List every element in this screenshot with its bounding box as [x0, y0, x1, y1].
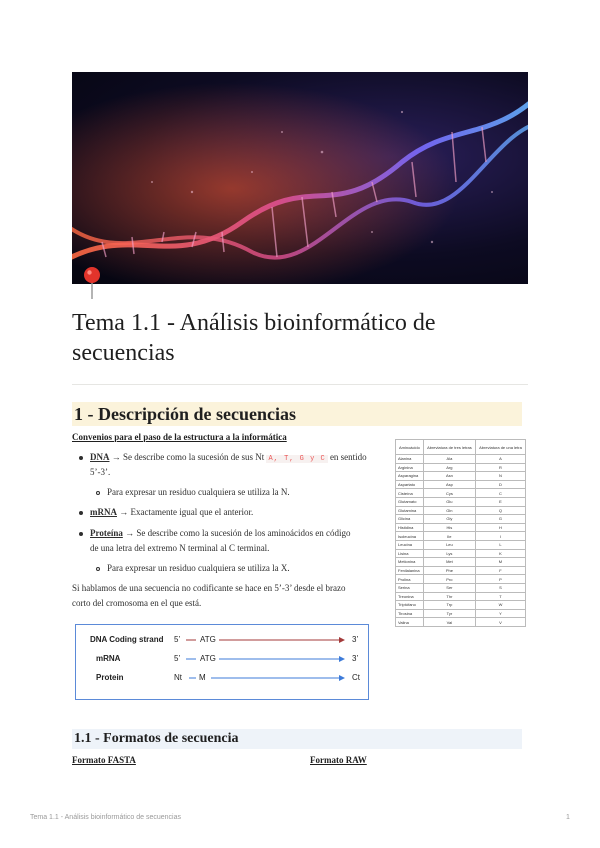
aa-three-letter-cell: Gln	[423, 506, 475, 515]
aa-three-letter-cell: Ala	[423, 455, 475, 464]
noncoding-text-l1: Si hablamos de una secuencia no codificante se hace en 5’-3’ desde el brazo	[72, 583, 346, 593]
diagram-end-protein: Ct	[352, 673, 360, 682]
mrna-text: → Exactamente igual que el anterior.	[119, 507, 254, 517]
aa-name-cell: Cisteína	[396, 489, 424, 498]
diagram-end-dna: 3’	[352, 635, 359, 644]
aa-three-letter-cell: Cys	[423, 489, 475, 498]
bullet-dot	[79, 511, 83, 515]
aa-one-letter-cell: S	[475, 583, 525, 592]
aa-name-cell: Asparagina	[396, 472, 424, 481]
protein-text: → Se describe como la sucesión de los aminoácidos en código	[125, 528, 351, 538]
aa-name-cell: Treonina	[396, 592, 424, 601]
aa-three-letter-cell: Phe	[423, 566, 475, 575]
table-row	[396, 532, 526, 541]
aa-three-letter-cell: Ile	[423, 532, 475, 541]
aa-three-letter-cell: Ser	[423, 583, 475, 592]
table-row	[396, 489, 526, 498]
aa-name-cell: Serina	[396, 583, 424, 592]
aa-one-letter-cell: L	[475, 540, 525, 549]
pushpin-icon	[82, 266, 102, 300]
aa-name-cell: Alanina	[396, 455, 424, 464]
aa-name-cell: Valina	[396, 618, 424, 627]
aa-one-letter-cell: W	[475, 601, 525, 610]
aa-name-cell: Isoleucina	[396, 532, 424, 541]
header-aminoacido: Aminoácido	[396, 440, 424, 455]
aa-three-letter-cell: Arg	[423, 463, 475, 472]
aa-name-cell: Triptófano	[396, 601, 424, 610]
aa-name-cell: Leucina	[396, 540, 424, 549]
fasta-subheading: Formato FASTA	[72, 755, 136, 765]
bullet-dot	[79, 456, 83, 460]
bullet-dot	[79, 532, 83, 536]
aa-three-letter-cell: Tyr	[423, 609, 475, 618]
mrna-label: mRNA	[90, 507, 117, 517]
aa-three-letter-cell: Leu	[423, 540, 475, 549]
table-row	[396, 463, 526, 472]
noncoding-text-l2: corto del cromosoma en el que está.	[72, 598, 202, 608]
dna-text-post: en sentido	[329, 452, 367, 462]
aa-three-letter-cell: Lys	[423, 549, 475, 558]
dna-text: → Se describe como la sucesión de sus Nt	[111, 452, 265, 462]
dna-sub-item: Para expresar un residuo cualquiera se utiliza la N.	[107, 487, 290, 497]
diagram-seq-mrna: ATG	[200, 654, 216, 663]
diagram-label-dna: DNA Coding strand	[90, 635, 164, 644]
diagram-label-mrna: mRNA	[96, 654, 121, 663]
aa-one-letter-cell: F	[475, 566, 525, 575]
diagram-end-mrna: 3’	[352, 654, 359, 663]
aa-three-letter-cell: Thr	[423, 592, 475, 601]
aa-name-cell: Tirosina	[396, 609, 424, 618]
aa-three-letter-cell: Pro	[423, 575, 475, 584]
diagram-seq-dna: ATG	[200, 635, 216, 644]
amino-acid-table	[395, 439, 526, 627]
aa-one-letter-cell: Q	[475, 506, 525, 515]
aa-one-letter-cell: D	[475, 480, 525, 489]
diagram-start-dna: 5’	[174, 635, 181, 644]
aa-name-cell: Arginina	[396, 463, 424, 472]
nucleotides-code: A, T, G y C	[268, 455, 326, 463]
aa-name-cell: Glicina	[396, 515, 424, 524]
table-row	[396, 506, 526, 515]
page-title: Tema 1.1 - Análisis bioinformático de secuencias	[72, 310, 436, 366]
convenios-subheading: Convenios para el paso de la estructura a la informática	[72, 432, 287, 442]
aa-name-cell: Lisina	[396, 549, 424, 558]
dna-helix-image	[72, 72, 528, 284]
aa-three-letter-cell: Val	[423, 618, 475, 627]
dna-text-line2: 5’-3’.	[90, 467, 111, 477]
aa-one-letter-cell: P	[475, 575, 525, 584]
aa-one-letter-cell: T	[475, 592, 525, 601]
table-row	[396, 497, 526, 506]
aa-three-letter-cell: Gly	[423, 515, 475, 524]
aa-one-letter-cell: Y	[475, 609, 525, 618]
sequence-direction-diagram	[75, 624, 369, 700]
protein-label: Proteína	[90, 528, 123, 538]
table-row	[396, 472, 526, 481]
aa-one-letter-cell: M	[475, 558, 525, 567]
header-una-letra: Abreviatura de una letra	[475, 440, 525, 455]
cover-image	[72, 72, 528, 284]
table-row	[396, 566, 526, 575]
table-row	[396, 592, 526, 601]
aa-name-cell: Aspartato	[396, 480, 424, 489]
mrna-item	[90, 505, 253, 520]
table-row	[396, 609, 526, 618]
sub-bullet-circle	[96, 491, 100, 495]
table-row	[396, 540, 526, 549]
aa-name-cell: Glutamato	[396, 497, 424, 506]
diagram-seq-protein: M	[199, 673, 206, 682]
aa-one-letter-cell: E	[475, 497, 525, 506]
protein-item	[90, 526, 385, 541]
header-tres-letras: Abreviatura de tres letras	[423, 440, 475, 455]
table-row	[396, 515, 526, 524]
table-row	[396, 618, 526, 627]
aa-one-letter-cell: H	[475, 523, 525, 532]
aa-one-letter-cell: N	[475, 472, 525, 481]
footer-title: Tema 1.1 - Análisis bioinformático de secuencias	[30, 814, 181, 821]
aa-one-letter-cell: C	[475, 489, 525, 498]
table-row	[396, 583, 526, 592]
aa-one-letter-cell: A	[475, 455, 525, 464]
diagram-start-mrna: 5’	[174, 654, 181, 663]
divider	[72, 384, 528, 385]
aa-three-letter-cell: Met	[423, 558, 475, 567]
aa-one-letter-cell: V	[475, 618, 525, 627]
aa-three-letter-cell: His	[423, 523, 475, 532]
table-row	[396, 455, 526, 464]
aa-one-letter-cell: I	[475, 532, 525, 541]
aa-name-cell: Fenilalanina	[396, 566, 424, 575]
sub-bullet-circle	[96, 567, 100, 571]
dna-label: DNA	[90, 452, 110, 462]
aa-one-letter-cell: R	[475, 463, 525, 472]
protein-text-line2: de una letra del extremo N terminal al C terminal.	[90, 543, 270, 553]
aa-three-letter-cell: Asp	[423, 480, 475, 489]
diagram-label-protein: Protein	[96, 673, 124, 682]
section-heading-descripcion: 1 - Descripción de secuencias	[72, 402, 522, 426]
diagram-start-protein: Nt	[174, 673, 182, 682]
aa-one-letter-cell: K	[475, 549, 525, 558]
dna-item	[90, 450, 380, 467]
aa-name-cell: Metionina	[396, 558, 424, 567]
table-row	[396, 575, 526, 584]
aa-three-letter-cell: Trp	[423, 601, 475, 610]
aa-one-letter-cell: G	[475, 515, 525, 524]
footer-page-number: 1	[566, 814, 570, 821]
section-heading-formatos: 1.1 - Formatos de secuencia	[72, 729, 522, 749]
protein-sub-item: Para expresar un residuo cualquiera se utiliza la X.	[107, 563, 290, 573]
table-row	[396, 523, 526, 532]
table-row	[396, 558, 526, 567]
raw-subheading: Formato RAW	[310, 755, 367, 765]
aa-name-cell: Glutamina	[396, 506, 424, 515]
aa-name-cell: Histidina	[396, 523, 424, 532]
table-header-row	[396, 440, 526, 455]
aa-three-letter-cell: Asn	[423, 472, 475, 481]
table-row	[396, 601, 526, 610]
aa-three-letter-cell: Glu	[423, 497, 475, 506]
table-row	[396, 549, 526, 558]
table-row	[396, 480, 526, 489]
aa-name-cell: Prolina	[396, 575, 424, 584]
